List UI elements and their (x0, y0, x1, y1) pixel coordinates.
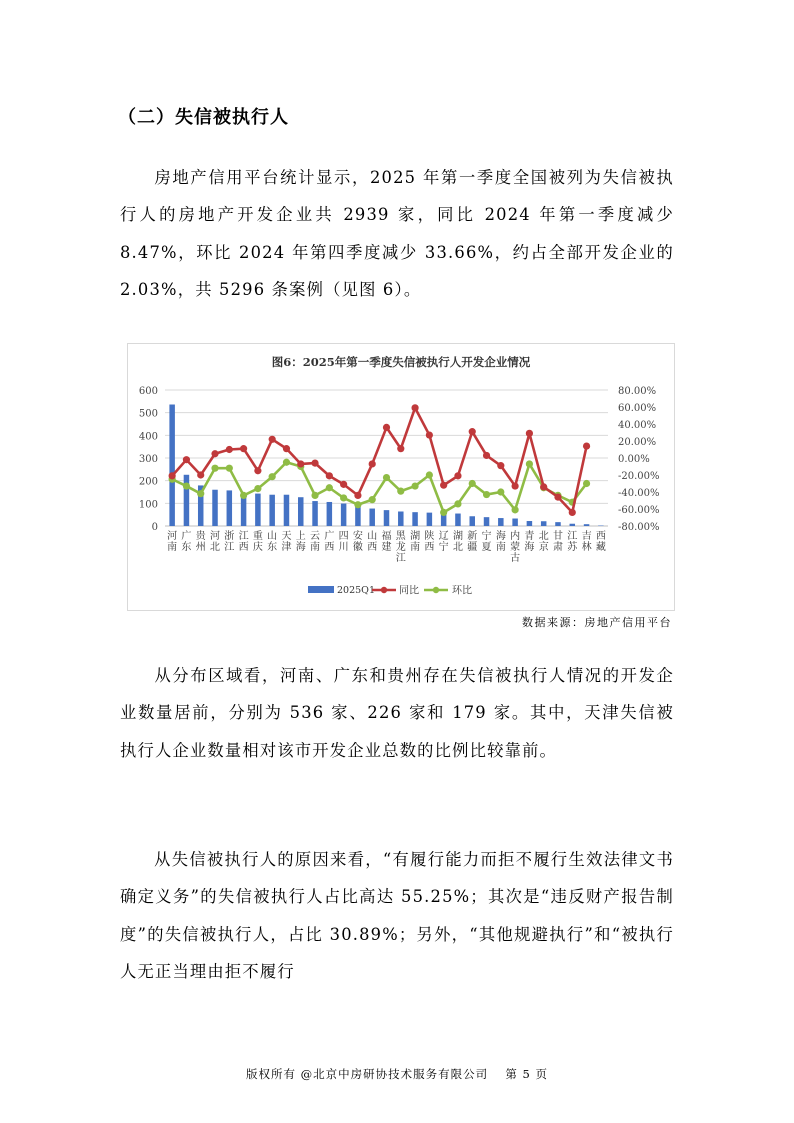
qoq-marker (397, 488, 404, 495)
x-axis-label: 东 (267, 542, 278, 553)
qoq-marker (240, 492, 247, 499)
x-axis-label: 河 (210, 531, 221, 542)
x-axis-label: 吉 (581, 531, 592, 542)
chart-figure-6 (127, 343, 675, 611)
qoq-marker (426, 471, 433, 478)
x-axis-label: 北 (538, 531, 549, 542)
y-axis-tick: 600 (138, 386, 158, 397)
x-axis-label: 川 (338, 542, 349, 553)
y2-axis-tick: 40.00% (618, 420, 657, 431)
x-axis-label: 夏 (481, 542, 492, 553)
yoy-marker (354, 492, 361, 499)
x-axis-label: 东 (181, 542, 192, 553)
x-axis-label: 宁 (481, 531, 492, 542)
bar-2025q1 (570, 524, 576, 526)
x-axis-label: 西 (424, 542, 435, 553)
bar-2025q1 (169, 405, 175, 526)
chart-title: 图6：2025年第一季度失信被执行人开发企业情况 (271, 355, 531, 369)
x-axis-label: 北 (452, 542, 463, 553)
yoy-marker (169, 472, 176, 479)
x-axis-label: 西 (324, 542, 335, 553)
x-axis-label: 津 (281, 542, 292, 553)
paragraph-reasons (120, 841, 674, 991)
y-axis-tick: 300 (138, 454, 158, 465)
x-axis-label: 海 (524, 542, 535, 553)
section-heading: （二）失信被执行人 (118, 107, 289, 128)
qoq-marker (183, 482, 190, 489)
yoy-marker (497, 462, 504, 469)
x-axis-label: 南 (410, 542, 421, 553)
x-axis-label: 蒙 (510, 542, 521, 553)
bar-2025q1 (341, 504, 347, 526)
bar-2025q1 (455, 514, 461, 526)
yoy-marker (554, 494, 561, 501)
x-axis-label: 江 (224, 542, 235, 553)
x-axis-label: 山 (267, 531, 278, 542)
bar-2025q1 (484, 517, 490, 526)
bar-2025q1 (269, 495, 275, 526)
yoy-marker (583, 443, 590, 450)
yoy-marker (512, 482, 519, 489)
qoq-marker (454, 500, 461, 507)
qoq-marker (311, 492, 318, 499)
legend-label: 2025Q1 (337, 585, 376, 596)
x-axis-label: 徽 (352, 542, 363, 553)
bar-2025q1 (427, 513, 433, 526)
legend-qoq-marker (433, 587, 439, 593)
x-axis-label: 北 (210, 542, 221, 553)
y2-axis-tick: -80.00% (618, 522, 660, 533)
x-axis-label: 新 (467, 531, 478, 542)
x-axis-label: 江 (238, 531, 249, 542)
legend-bar-swatch (308, 586, 334, 593)
y2-axis-tick: 60.00% (618, 403, 657, 414)
x-axis-label: 藏 (595, 542, 606, 553)
page-footer: 版权所有 @北京中房研协技术服务有限公司 第 5 页 (246, 1067, 548, 1081)
yoy-marker (397, 445, 404, 452)
yoy-marker (383, 424, 390, 431)
yoy-marker (326, 472, 333, 479)
paragraph-text: 房地产信用平台统计显示，2025 年第一季度全国被列为失信被执行人的房地产开发企业共 2939 家，同比 2024 年第一季度减少 8.47%，环比 2024 年第四季度减少 33.66%，约占全部开发企业的 2.03%，共 5296 条案例（见图 6）。 (120, 168, 674, 300)
x-axis-label: 湖 (410, 531, 421, 542)
bar-2025q1 (369, 509, 375, 526)
x-axis-label: 山 (367, 531, 378, 542)
qoq-marker (583, 480, 590, 487)
bar-2025q1 (312, 501, 318, 526)
y-axis-tick: 500 (138, 408, 158, 420)
x-axis-label: 京 (538, 542, 549, 553)
qoq-marker (497, 488, 504, 495)
chart-source: 数据来源：房地产信用平台 (522, 616, 672, 629)
x-axis-label: 天 (281, 531, 292, 542)
x-axis-label: 青 (524, 531, 535, 542)
qoq-marker (526, 460, 533, 467)
combo-chart (128, 344, 674, 610)
yoy-marker (197, 471, 204, 478)
yoy-marker (454, 472, 461, 479)
yoy-marker (526, 430, 533, 437)
yoy-marker (211, 450, 218, 457)
qoq-marker (512, 506, 519, 513)
y-axis-tick: 200 (138, 476, 158, 488)
bar-2025q1 (212, 490, 218, 526)
x-axis-label: 海 (495, 531, 506, 542)
yoy-marker (369, 460, 376, 467)
y2-axis-tick: -40.00% (618, 488, 660, 499)
qoq-marker (197, 490, 204, 497)
x-axis-label: 宁 (438, 542, 449, 553)
x-axis-label: 甘 (552, 531, 563, 542)
x-axis-label: 林 (581, 542, 592, 553)
x-axis-label: 建 (381, 542, 392, 553)
yoy-marker (297, 460, 304, 467)
x-axis-label: 河 (167, 531, 178, 542)
qoq-marker (469, 480, 476, 487)
bar-2025q1 (255, 494, 260, 526)
x-axis-label: 重 (252, 531, 263, 542)
bar-2025q1 (469, 516, 475, 526)
bar-2025q1 (355, 507, 361, 526)
yoy-marker (440, 482, 447, 489)
y-axis-tick: 100 (138, 499, 158, 511)
yoy-marker (283, 445, 290, 452)
yoy-marker (540, 483, 547, 490)
x-axis-label: 福 (381, 531, 392, 542)
bar-2025q1 (512, 519, 518, 526)
x-axis-label: 安 (352, 531, 363, 542)
yoy-line (172, 408, 586, 513)
qoq-marker (340, 494, 347, 501)
y-axis-tick: 0 (151, 522, 158, 533)
x-axis-label: 庆 (252, 542, 263, 553)
x-axis-label: 南 (310, 542, 321, 553)
x-axis-label: 广 (324, 531, 335, 542)
qoq-marker (226, 465, 233, 472)
x-axis-label: 内 (510, 531, 521, 542)
qoq-marker (483, 491, 490, 498)
x-axis-label: 肃 (552, 542, 563, 553)
bar-2025q1 (327, 502, 333, 526)
qoq-marker (411, 482, 418, 489)
bar-2025q1 (227, 490, 233, 526)
bar-2025q1 (498, 518, 504, 526)
qoq-marker (254, 485, 261, 492)
legend-yoy-marker (381, 587, 387, 593)
x-axis-label: 苏 (567, 542, 578, 553)
bar-2025q1 (398, 511, 404, 526)
x-axis-label: 浙 (224, 531, 235, 542)
x-axis-label: 南 (167, 542, 178, 553)
x-axis-label: 贵 (195, 531, 206, 542)
bar-2025q1 (527, 521, 533, 526)
x-axis-label: 四 (338, 531, 349, 542)
x-axis-label: 陕 (424, 531, 435, 542)
bar-2025q1 (541, 521, 547, 526)
qoq-marker (354, 501, 361, 508)
x-axis-label: 疆 (467, 542, 478, 553)
x-axis-label: 古 (510, 553, 521, 564)
qoq-marker (440, 509, 447, 516)
bar-2025q1 (284, 495, 290, 526)
qoq-marker (383, 474, 390, 481)
y2-axis-tick: 80.00% (618, 386, 657, 397)
x-axis-label: 南 (495, 542, 506, 553)
qoq-marker (369, 496, 376, 503)
legend-label: 环比 (452, 585, 472, 597)
x-axis-label: 西 (367, 542, 378, 553)
yoy-marker (469, 428, 476, 435)
bar-2025q1 (298, 497, 304, 526)
yoy-marker (183, 456, 190, 463)
y2-axis-tick: -20.00% (618, 471, 660, 482)
paragraph-text: 从失信被执行人的原因来看，“有履行能力而拒不履行生效法律文书确定义务”的失信被执行人占比高达 55.25%；其次是“违反财产报告制度”的失信被执行人，占比 30.89%；另外，“其他规避执行”和“被执行人无正当理由拒不履行 (120, 850, 674, 982)
legend-label: 同比 (399, 585, 419, 597)
x-axis-label: 辽 (438, 531, 449, 542)
yoy-marker (226, 446, 233, 453)
bar-2025q1 (412, 512, 418, 526)
paragraph-summary (120, 159, 674, 309)
qoq-line (172, 462, 586, 512)
yoy-marker (269, 436, 276, 443)
x-axis-label: 黑 (395, 531, 406, 542)
y2-axis-tick: -60.00% (618, 505, 660, 516)
yoy-marker (483, 452, 490, 459)
qoq-marker (211, 465, 218, 472)
paragraph-text: 从分布区域看，河南、广东和贵州存在失信被执行人情况的开发企业数量居前，分别为 536 家、226 家和 179 家。其中，天津失信被执行人企业数量相对该市开发企业总数的比例比较靠前。 (120, 666, 674, 760)
yoy-marker (311, 460, 318, 467)
x-axis-label: 上 (295, 531, 306, 542)
x-axis-label: 云 (310, 531, 321, 542)
yoy-marker (411, 404, 418, 411)
y2-axis-tick: 20.00% (618, 437, 657, 448)
yoy-marker (426, 431, 433, 438)
x-axis-label: 州 (195, 542, 206, 553)
x-axis-label: 湖 (452, 531, 463, 542)
qoq-marker (326, 484, 333, 491)
paragraph-distribution (120, 657, 674, 769)
yoy-marker (254, 467, 261, 474)
bar-2025q1 (584, 524, 590, 526)
yoy-marker (569, 509, 576, 516)
qoq-marker (283, 459, 290, 466)
x-axis-label: 西 (238, 542, 249, 553)
x-axis-label: 龙 (395, 542, 406, 553)
x-axis-label: 广 (181, 531, 192, 542)
x-axis-label: 江 (395, 553, 406, 564)
qoq-marker (269, 473, 276, 480)
y2-axis-tick: 0.00% (618, 454, 650, 465)
bar-2025q1 (555, 522, 561, 526)
yoy-marker (340, 481, 347, 488)
x-axis-label: 西 (595, 531, 606, 542)
bar-2025q1 (384, 510, 390, 526)
yoy-marker (240, 445, 247, 452)
x-axis-label: 江 (567, 531, 578, 542)
y-axis-tick: 400 (138, 431, 158, 443)
x-axis-label: 海 (295, 542, 306, 553)
